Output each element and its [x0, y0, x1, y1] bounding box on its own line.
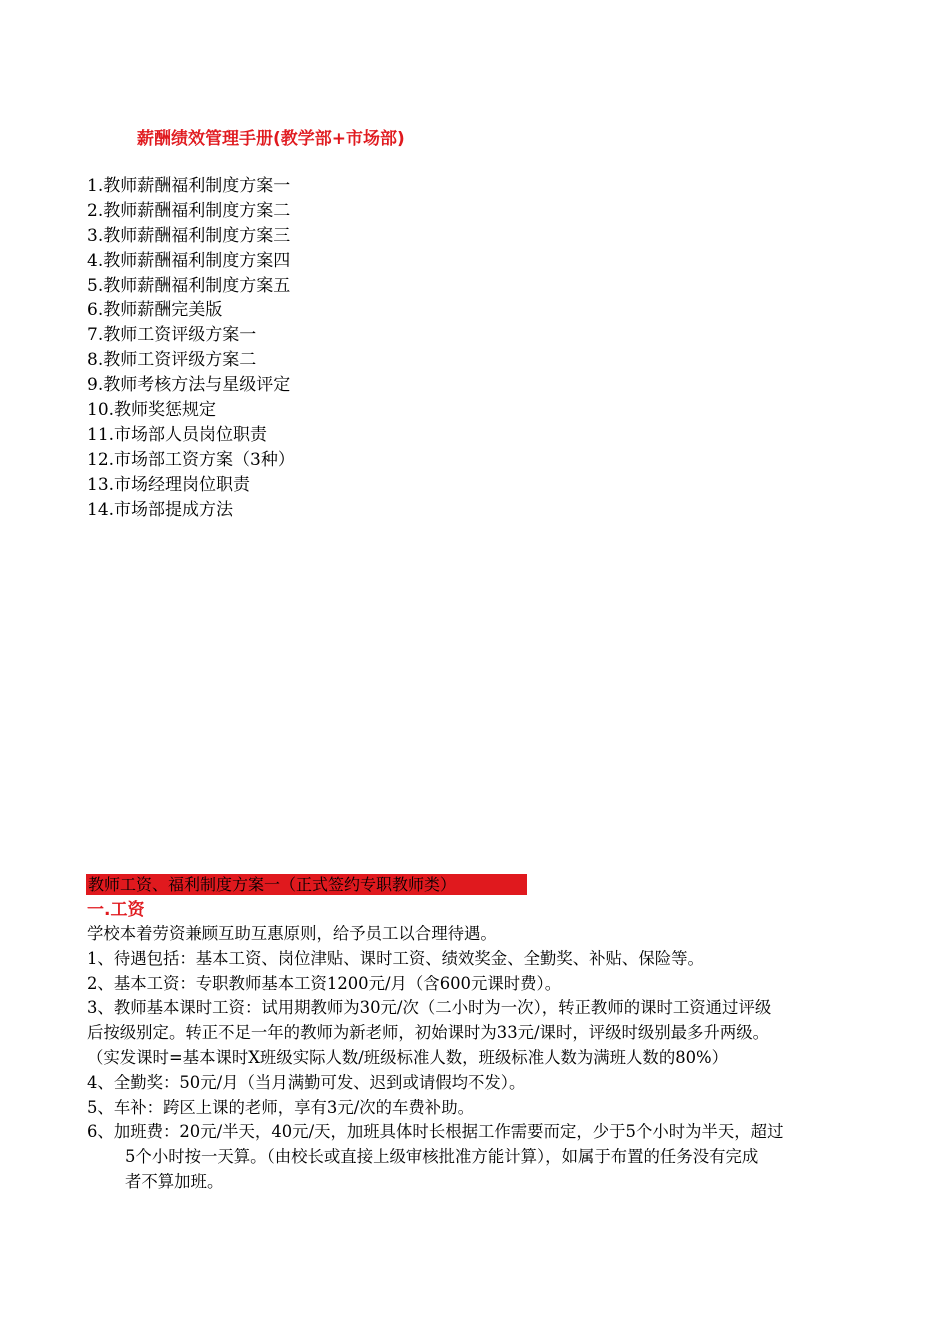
toc-item: 7.教师工资评级方案一 [87, 325, 257, 346]
body-line: 者不算加班。 [125, 1171, 224, 1191]
toc-item: 10.教师奖惩规定 [87, 400, 217, 421]
body-line: 学校本着劳资兼顾互助互惠原则，给予员工以合理待遇。 [87, 924, 497, 943]
toc-item: 14.市场部提成方法 [87, 499, 234, 520]
body-line: 3、教师基本课时工资：试用期教师为30元/次（二小时为一次），转正教师的课时工资通过评级 [87, 998, 772, 1018]
body-line: 2、基本工资：专职教师基本工资1200元/月（含600元课时费）。 [87, 973, 562, 993]
subsection-heading: 一.工资 [87, 900, 145, 920]
body-line: 5个小时按一天算。（由校长或直接上级审核批准方能计算），如属于布置的任务没有完成 [125, 1147, 759, 1167]
toc-item: 6.教师薪酬完美版 [87, 300, 223, 321]
toc-item: 5.教师薪酬福利制度方案五 [87, 275, 291, 296]
body-line: 1、待遇包括：基本工资、岗位津贴、课时工资、绩效奖金、全勤奖、补贴、保险等。 [87, 948, 704, 968]
section-body [87, 922, 877, 1195]
toc-item: 4.教师薪酬福利制度方案四 [87, 250, 291, 271]
toc-item: 12.市场部工资方案（3种） [87, 449, 295, 470]
toc-item: 8.教师工资评级方案二 [87, 350, 257, 371]
body-line: 5、车补：跨区上课的老师，享有3元/次的车费补助。 [87, 1097, 474, 1117]
manual-title: 薪酬绩效管理手册(教学部+市场部) [137, 129, 405, 149]
body-line: （实发课时=基本课时X班级实际人数/班级标准人数，班级标准人数为满班人数的80%） [87, 1047, 729, 1067]
toc-item: 11.市场部人员岗位职责 [87, 424, 268, 445]
toc-item: 13.市场经理岗位职责 [87, 474, 251, 495]
toc-item: 1.教师薪酬福利制度方案一 [87, 176, 291, 196]
toc-item: 2.教师薪酬福利制度方案二 [87, 200, 291, 221]
body-line: 4、全勤奖：50元/月（当月满勤可发、迟到或请假均不发）。 [87, 1072, 526, 1092]
body-line: 后按级别定。转正不足一年的教师为新老师，初始课时为33元/课时，评级时级别最多升两级。 [87, 1023, 770, 1043]
section-heading: 教师工资、福利制度方案一（正式签约专职教师类） [86, 874, 527, 895]
body-line: 6、加班费：20元/半天，40元/天，加班具体时长根据工作需要而定，少于5个小时为半天，超过 [87, 1122, 784, 1142]
table-of-contents [87, 174, 295, 522]
toc-item: 3.教师薪酬福利制度方案三 [87, 225, 291, 246]
toc-item: 9.教师考核方法与星级评定 [87, 375, 291, 396]
